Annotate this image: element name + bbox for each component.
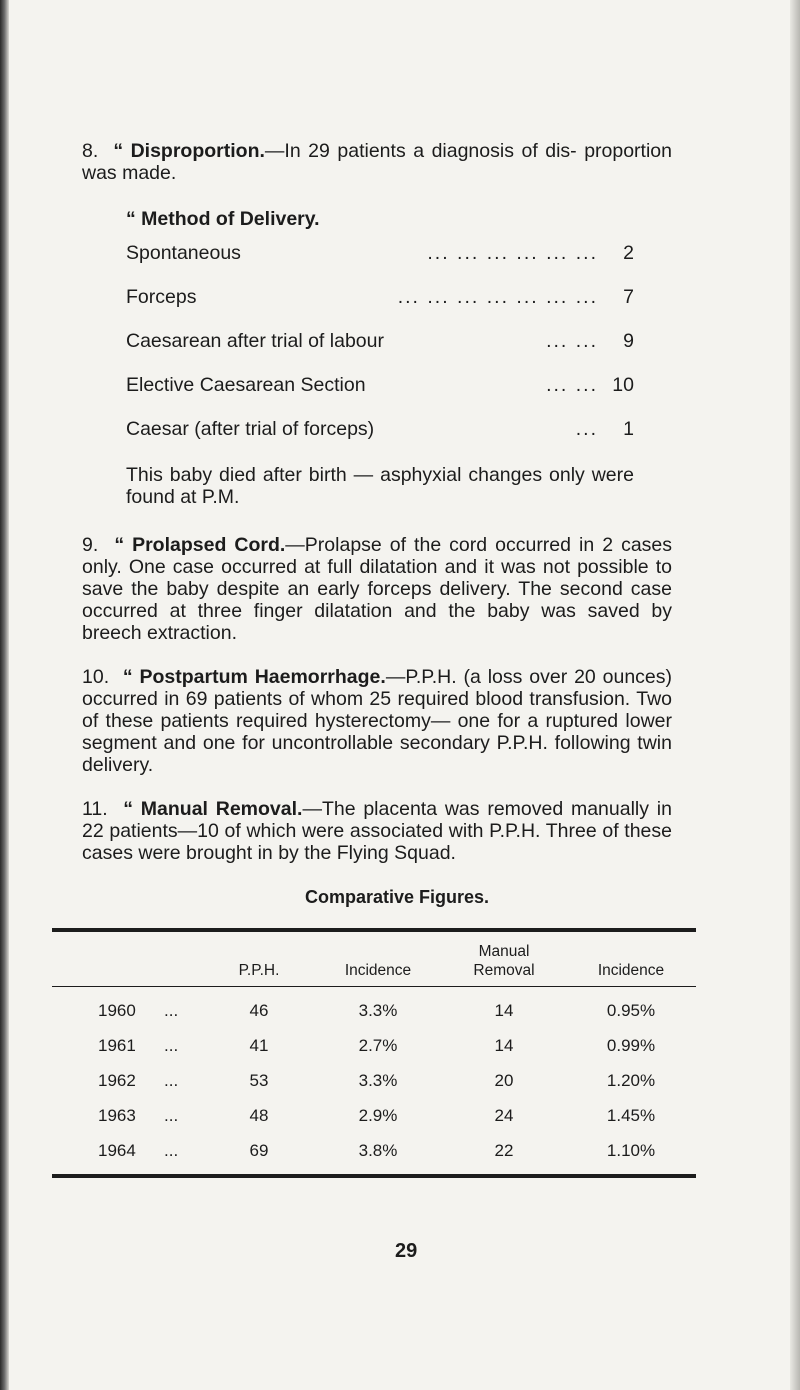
cell-manual-removal: 24 xyxy=(494,1105,514,1125)
method-count: 10 xyxy=(612,374,634,396)
cell-year: 1964 xyxy=(52,1133,164,1176)
cell-pph-incidence: 3.3% xyxy=(358,1000,398,1020)
method-count: 9 xyxy=(623,330,634,352)
cell-manual-removal: 20 xyxy=(494,1070,514,1090)
cell-pph: 41 xyxy=(249,1035,269,1055)
leader-dots: ... ... ... ... ... ... xyxy=(427,242,598,264)
table-row xyxy=(52,1028,696,1063)
cell-manual-removal: 14 xyxy=(494,1035,514,1055)
comparative-figures-table xyxy=(52,928,696,1178)
leader-dots: ... ... ... ... ... ... ... xyxy=(397,286,598,308)
leader-dots: ... ... xyxy=(546,330,598,352)
leader-dots: ... xyxy=(164,1000,179,1020)
section-number: 9. xyxy=(82,534,99,556)
cell-year: 1963 xyxy=(98,1105,136,1125)
header-manual-removal: Manual Removal xyxy=(442,930,566,987)
method-item xyxy=(126,418,634,462)
section-title: “ Manual Removal. xyxy=(123,798,303,820)
section-text: —In 29 patients a diagnosis of dis- proportion was made. xyxy=(82,140,672,184)
section-title: “ Prolapsed Cord. xyxy=(114,534,286,556)
cell-pph-incidence: 3.8% xyxy=(314,1133,442,1176)
leader-dots: ... xyxy=(164,1035,179,1055)
section-prolapsed-cord xyxy=(82,534,672,644)
method-label: Caesar (after trial of forceps) xyxy=(126,418,375,440)
header-pph-incidence: Incidence xyxy=(314,930,442,987)
leader-dots: ... ... xyxy=(546,374,598,396)
method-item xyxy=(126,374,634,418)
cell-manual-removal: 22 xyxy=(442,1133,566,1176)
header-year xyxy=(52,930,204,987)
table-row xyxy=(52,987,696,1029)
scan-edge-left xyxy=(0,0,9,1390)
header-mr-incidence: Incidence xyxy=(566,930,696,987)
section-title: “ Postpartum Haemorrhage. xyxy=(122,666,386,688)
comparative-figures-title: Comparative Figures. xyxy=(304,887,490,907)
cell-mr-incidence: 1.20% xyxy=(606,1070,656,1090)
leader-dots: ... xyxy=(164,1133,204,1176)
cell-pph: 46 xyxy=(249,1000,269,1020)
section-number: 10. xyxy=(82,666,110,688)
cell-manual-removal: 14 xyxy=(494,1000,514,1020)
section-text: —P.P.H. (a loss over 20 ounces) occurred in 69 patients of whom 25 required blood transfusion. Two of these patients required hysterectomy— one for a ruptured lower segment and one for uncontrollable secondary P.P.H. following twin delivery. xyxy=(82,666,672,776)
method-count: 1 xyxy=(623,418,634,440)
method-of-delivery xyxy=(126,208,634,508)
method-note: This baby died after birth — asphyxial changes only were found at P.M. xyxy=(126,464,634,508)
method-count: 2 xyxy=(623,242,634,264)
cell-year: 1961 xyxy=(98,1035,136,1055)
method-item xyxy=(126,330,634,374)
cell-pph: 53 xyxy=(249,1070,269,1090)
method-label: Spontaneous xyxy=(126,242,241,264)
cell-pph-incidence: 3.3% xyxy=(358,1070,398,1090)
header-pph: P.P.H. xyxy=(204,930,314,987)
cell-year: 1960 xyxy=(98,1000,136,1020)
cell-pph-incidence: 2.9% xyxy=(358,1105,398,1125)
method-label: Forceps xyxy=(126,286,197,308)
method-item xyxy=(126,242,634,286)
table-header-row xyxy=(52,930,696,987)
leader-dots: ... xyxy=(164,1105,179,1125)
method-count: 7 xyxy=(623,286,634,308)
table-row xyxy=(52,1063,696,1098)
section-number: 11. xyxy=(82,798,108,820)
method-heading: “ Method of Delivery. xyxy=(126,208,320,230)
section-text: —The placenta was removed manually in 22 patients—10 of which were associated with P.P.H. Three of these cases were brought in by the Flying Squad. xyxy=(82,798,672,864)
table-row xyxy=(52,1133,696,1176)
section-manual-removal xyxy=(82,798,672,864)
cell-mr-incidence: 1.10% xyxy=(566,1133,696,1176)
section-disproportion xyxy=(82,140,672,184)
cell-mr-incidence: 1.45% xyxy=(606,1105,656,1125)
section-postpartum-haemorrhage xyxy=(82,666,672,776)
page-number: 29 xyxy=(395,1240,418,1262)
cell-year: 1962 xyxy=(98,1070,136,1090)
leader-dots: ... xyxy=(575,418,598,440)
section-number: 8. xyxy=(82,140,99,162)
cell-mr-incidence: 0.95% xyxy=(606,1000,656,1020)
section-title: “ Disproportion. xyxy=(113,140,265,162)
cell-pph: 48 xyxy=(249,1105,269,1125)
method-item xyxy=(126,286,634,330)
cell-pph-incidence: 2.7% xyxy=(358,1035,398,1055)
method-label: Elective Caesarean Section xyxy=(126,374,366,396)
cell-mr-incidence: 0.99% xyxy=(606,1035,656,1055)
table-row xyxy=(52,1098,696,1133)
leader-dots: ... xyxy=(164,1070,179,1090)
method-label: Caesarean after trial of labour xyxy=(126,330,384,352)
document-page xyxy=(82,140,672,1178)
scan-edge-right xyxy=(790,0,800,1390)
cell-pph: 69 xyxy=(204,1133,314,1176)
section-text: —Prolapse of the cord occurred in 2 cases only. One case occurred at full dilatation and it was not possible to save the baby despite an early forceps delivery. The second case occurred at three finger dilatation and the baby was saved by breech extraction. xyxy=(82,534,673,644)
